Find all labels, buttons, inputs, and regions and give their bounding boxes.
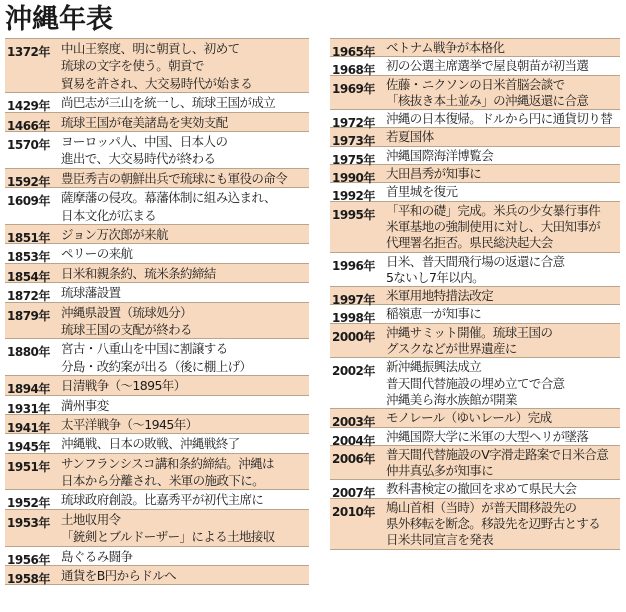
timeline-row [330, 146, 620, 167]
timeline-right-column [330, 38, 620, 550]
timeline-row [330, 252, 620, 287]
timeline-event: 満州事変 [61, 397, 109, 413]
timeline-event: 琉球政府創設。比嘉秀平が初代主席に [61, 492, 264, 508]
timeline-event: 沖縄国際海洋博覧会 [386, 147, 494, 163]
timeline-event: 宮古・八重山を中国に割譲する 分島・改約案が出る（後に棚上げ） [61, 341, 252, 374]
timeline-event: 米軍用地特措法改定 [386, 288, 494, 304]
timeline-year: 1466年 [7, 118, 50, 133]
timeline-year: 1851年 [7, 230, 50, 245]
timeline-row [5, 546, 309, 565]
timeline-event: 沖縄県設置（琉球処分） 琉球王国の支配が終わる [61, 304, 192, 337]
timeline-event: 教科書検定の撤回を求めて県民大会 [386, 481, 577, 497]
timeline-row [5, 565, 309, 587]
timeline-row [330, 75, 620, 110]
timeline-year: 2006年 [332, 451, 375, 466]
timeline-year: 1968年 [332, 63, 375, 78]
timeline-event: 若夏国体 [386, 129, 434, 145]
timeline-event: ベトナム戦争が本格化 [386, 40, 505, 55]
timeline-year: 1429年 [7, 99, 50, 114]
timeline-row [5, 433, 309, 455]
timeline-row [330, 408, 620, 430]
timeline-year: 1872年 [7, 289, 50, 304]
timeline-row [330, 286, 620, 308]
timeline-year: 1880年 [7, 345, 50, 360]
timeline-row [5, 112, 309, 131]
timeline-event: ジョン万次郎が来航 [61, 226, 168, 242]
timeline-row [5, 243, 309, 265]
timeline-year: 1931年 [7, 401, 50, 416]
timeline-row [5, 282, 309, 304]
timeline-year: 1958年 [7, 572, 50, 587]
timeline-row [5, 395, 309, 414]
timeline-year: 1973年 [332, 134, 375, 149]
timeline-event: 通貨をB円からドルへ [61, 568, 177, 584]
timeline-row [5, 302, 309, 339]
timeline-event: 中山王察度、明に朝貢し、初めて 琉球の文字を使う。朝貢で 貿易を許され、大交易時代が始まる [61, 41, 253, 91]
timeline-year: 2002年 [332, 364, 375, 379]
timeline-row [330, 127, 620, 149]
timeline-event: 沖縄国際大学に米軍の大型ヘリが墜落 [386, 428, 589, 444]
timeline-year: 1951年 [7, 459, 50, 474]
timeline-event: ヨーロッパ人、中国、日本人の 進出で、大交易時代が終わる [61, 133, 228, 167]
timeline-year: 1953年 [7, 515, 50, 530]
page-title: 沖縄年表 [5, 4, 113, 35]
timeline-row [5, 453, 309, 490]
timeline-year: 1998年 [332, 311, 375, 326]
timeline-year: 1372年 [7, 45, 50, 59]
timeline-year: 1952年 [7, 496, 50, 511]
timeline-year: 1894年 [7, 382, 50, 397]
timeline-year: 1853年 [7, 250, 50, 265]
timeline-row [5, 263, 309, 282]
timeline-year: 2000年 [332, 329, 375, 344]
timeline-row [330, 304, 620, 326]
timeline-event: 沖縄サミット開催。琉球王国の グスクなどが世界遺産に [386, 324, 553, 357]
timeline-event: 佐藤・ニクソンの日米首脳会談で 「核抜き本土並み」の沖縄返還に合意 [386, 76, 589, 108]
timeline-year: 2007年 [332, 486, 375, 501]
timeline-row [5, 224, 309, 243]
timeline-year: 1975年 [332, 152, 375, 167]
timeline-row [330, 323, 620, 358]
timeline-row [5, 92, 309, 114]
timeline-row [5, 338, 309, 375]
timeline-event: 初の公選主席選挙で屋良朝苗が初当選 [386, 58, 589, 74]
timeline-row [5, 489, 309, 511]
timeline-event: 日米和親条約、琉米条約締結 [61, 265, 216, 281]
timeline-year: 1941年 [7, 420, 50, 435]
timeline-year: 2004年 [332, 433, 375, 448]
timeline-event: 島ぐるみ闘争 [61, 548, 133, 564]
timeline-year: 1965年 [332, 45, 375, 59]
timeline-year: 1956年 [7, 552, 50, 567]
timeline-year: 1990年 [332, 171, 375, 186]
timeline-event: 薩摩藩の侵攻。幕藩体制に組み込まれ、 日本文化が広まる [61, 190, 276, 223]
timeline-row [5, 131, 309, 168]
timeline-year: 1992年 [332, 189, 375, 204]
timeline-event: 日清戦争（～1895年） [61, 378, 186, 394]
timeline-year: 2010年 [332, 504, 375, 519]
timeline-year: 1945年 [7, 440, 50, 455]
timeline-year: 1609年 [7, 194, 50, 209]
timeline-event: 琉球藩設置 [61, 285, 121, 301]
timeline-event: 大田昌秀が知事に [386, 166, 482, 182]
timeline-row [330, 109, 620, 131]
timeline-row [5, 509, 309, 546]
timeline-event: 土地収用令 「銃剣とブルドーザー」による土地接収 [61, 511, 275, 545]
timeline-row [330, 498, 620, 549]
timeline-row [330, 479, 620, 501]
timeline-year: 1996年 [332, 258, 375, 273]
timeline-event: 沖縄の日本復帰。ドルから円に通貨切り替 [386, 111, 613, 127]
timeline-row [330, 56, 620, 78]
timeline-row [5, 38, 309, 92]
timeline-row [330, 201, 620, 252]
timeline-event: 鳩山首相（当時）が普天間移設先の 県外移転を断念。移設先を辺野古とする 日米共同宣言を発表 [386, 499, 601, 548]
timeline-year: 1969年 [332, 81, 375, 96]
timeline-event: 豊臣秀吉の朝鮮出兵で琉球にも軍役の命令 [61, 170, 288, 186]
timeline-row [330, 38, 620, 59]
timeline-event: 太平洋戦争（～1945年） [61, 416, 198, 432]
timeline-year: 2003年 [332, 415, 375, 430]
timeline-row [5, 414, 309, 433]
timeline-event: 稲嶺恵一が知事に [386, 306, 482, 322]
timeline-row [330, 164, 620, 186]
timeline-event: ペリーの来航 [61, 246, 133, 262]
timeline-year: 1570年 [7, 137, 50, 152]
timeline-year: 1879年 [7, 308, 50, 323]
timeline-row [330, 445, 620, 480]
timeline-event: 日米、普天間飛行場の返還に合意 5ないし7年以内。 [386, 253, 565, 285]
timeline-row [330, 182, 620, 204]
timeline-row [330, 357, 620, 408]
timeline-event: 尚巴志が三山を統一し、琉球王国が成立 [61, 95, 276, 111]
timeline-event: 琉球王国が奄美諸島を実効支配 [61, 114, 228, 130]
timeline-event: サンフランシスコ講和条約締結。沖縄は 日本から分離され、米軍の施政下に。 [61, 455, 274, 489]
timeline-row [330, 427, 620, 448]
timeline-event: 新沖縄振興法成立 普天間代替施設の埋め立てで合意 沖縄美ら海水族館が開業 [386, 359, 565, 407]
timeline-event: 普天間代替施設のV字滑走路案で日米合意 仲井真弘多が知事に [386, 446, 609, 479]
timeline-row [5, 187, 309, 224]
timeline-year: 1972年 [332, 116, 375, 131]
timeline-event: 「平和の礎」完成。米兵の少女暴行事件 米軍基地の強制使用に対し、大田知事が 代理署名拒否。県民総決起大会 [386, 202, 601, 251]
timeline-year: 1995年 [332, 207, 375, 222]
timeline-event: モノレール（ゆいレール）完成 [386, 410, 552, 426]
timeline-year: 1854年 [7, 269, 50, 284]
timeline-event: 沖縄戦、日本の敗戦、沖縄戦終了 [61, 436, 240, 452]
timeline-left-column [5, 38, 309, 585]
timeline-event: 首里城を復元 [386, 184, 458, 200]
timeline-year: 1592年 [7, 174, 50, 189]
timeline-year: 1997年 [332, 293, 375, 308]
timeline-row [5, 375, 309, 397]
timeline-row [5, 168, 309, 187]
